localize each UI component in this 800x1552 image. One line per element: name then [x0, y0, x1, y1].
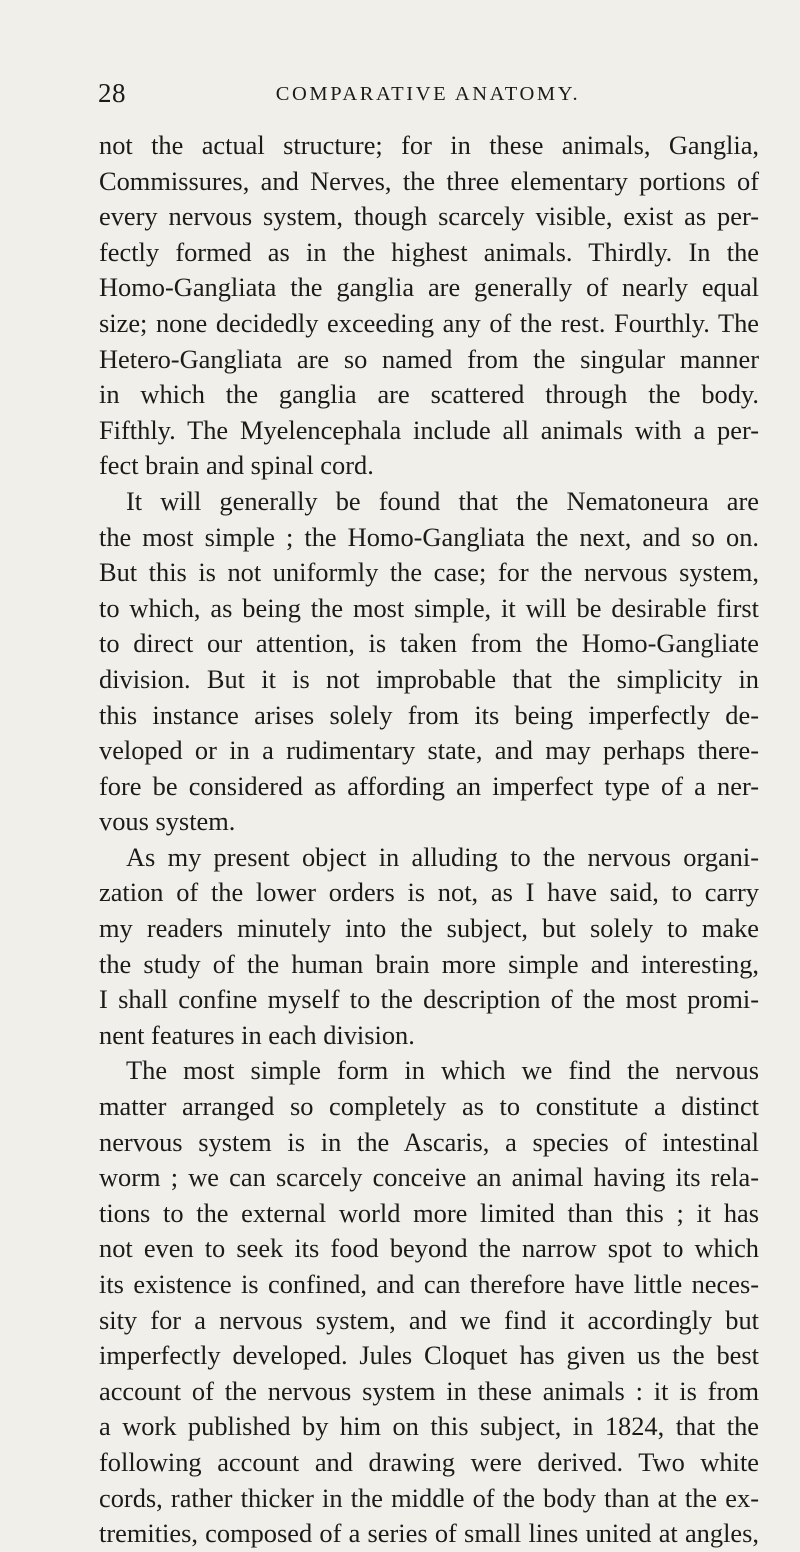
text-line: sity for a nervous system, and we find it accordingly but [99, 1304, 759, 1335]
text-line: Commissures, and Nerves, the three elementary portions of [99, 165, 759, 196]
text-line: not even to seek its food beyond the narrow spot to which [99, 1233, 759, 1264]
text-line: Homo-Gangliata the ganglia are generally of nearly equal [99, 272, 759, 303]
paragraph-first-line: The most simple form in which we find the nervous [126, 1055, 759, 1086]
running-head: COMPARATIVE ANATOMY. [275, 83, 581, 105]
text-line: nent features in each division. [99, 1019, 415, 1050]
text-line: imperfectly developed. Jules Cloquet has given us the best [99, 1340, 759, 1371]
text-line: Hetero-Gangliata are so named from the singular manner [99, 343, 759, 374]
text-line: worm ; we can scarcely conceive an animal having its rela- [99, 1162, 759, 1193]
body-text [99, 128, 759, 1552]
text-line: I shall confine myself to the description of the most promi- [99, 984, 759, 1015]
page-number: 28 [98, 78, 126, 108]
text-line: size; none decidedly exceeding any of the rest. Fourthly. The [99, 307, 759, 338]
text-line: fore be considered as affording an imperfect type of a ner- [99, 770, 759, 801]
text-line: vous system. [99, 806, 236, 837]
text-line: following account and drawing were derived. Two white [99, 1446, 759, 1477]
text-line: not the actual structure; for in these animals, Ganglia, [99, 130, 759, 160]
text-line: the most simple ; the Homo-Gangliata the next, and so on. [99, 521, 759, 552]
text-line: to direct our attention, is taken from the Homo-Gangliate [99, 628, 759, 659]
text-line: the study of the human brain more simple and interesting, [99, 948, 759, 979]
text-line: every nervous system, though scarcely visible, exist as per- [99, 201, 759, 232]
text-line: account of the nervous system in these animals : it is from [99, 1375, 759, 1406]
text-line: But this is not uniformly the case; for the nervous system, [99, 557, 759, 588]
text-line: division. But it is not improbable that the simplicity in [99, 663, 759, 694]
text-line: tions to the external world more limited than this ; it has [99, 1197, 759, 1228]
text-line: veloped or in a rudimentary state, and may perhaps there- [99, 735, 759, 766]
text-line: Fifthly. The Myelencephala include all animals with a per- [99, 414, 759, 445]
paragraph-first-line: It will generally be found that the Nematoneura are [126, 485, 759, 516]
text-line: my readers minutely into the subject, but solely to make [99, 913, 759, 944]
text-line: to which, as being the most simple, it will be desirable first [99, 592, 759, 623]
text-line: nervous system is in the Ascaris, a species of intestinal [99, 1126, 759, 1157]
text-line: matter arranged so completely as to constitute a distinct [99, 1091, 759, 1122]
text-line: tremities, composed of a series of small lines united at angles, [99, 1518, 759, 1549]
text-line: this instance arises solely from its being imperfectly de- [99, 699, 759, 730]
text-line: a work published by him on this subject, in 1824, that the [99, 1411, 759, 1442]
page-header [98, 76, 758, 112]
text-line: in which the ganglia are scattered through the body. [99, 379, 759, 410]
text-line: zation of the lower orders is not, as I have said, to carry [99, 877, 759, 908]
text-line: its existence is confined, and can therefore have little neces- [99, 1269, 759, 1299]
text-line: fectly formed as in the highest animals. Thirdly. In the [99, 236, 759, 267]
text-line: cords, rather thicker in the middle of the body than at the ex- [99, 1482, 759, 1513]
paragraph-first-line: As my present object in alluding to the nervous organi- [126, 841, 759, 872]
text-line: fect brain and spinal cord. [99, 450, 374, 481]
